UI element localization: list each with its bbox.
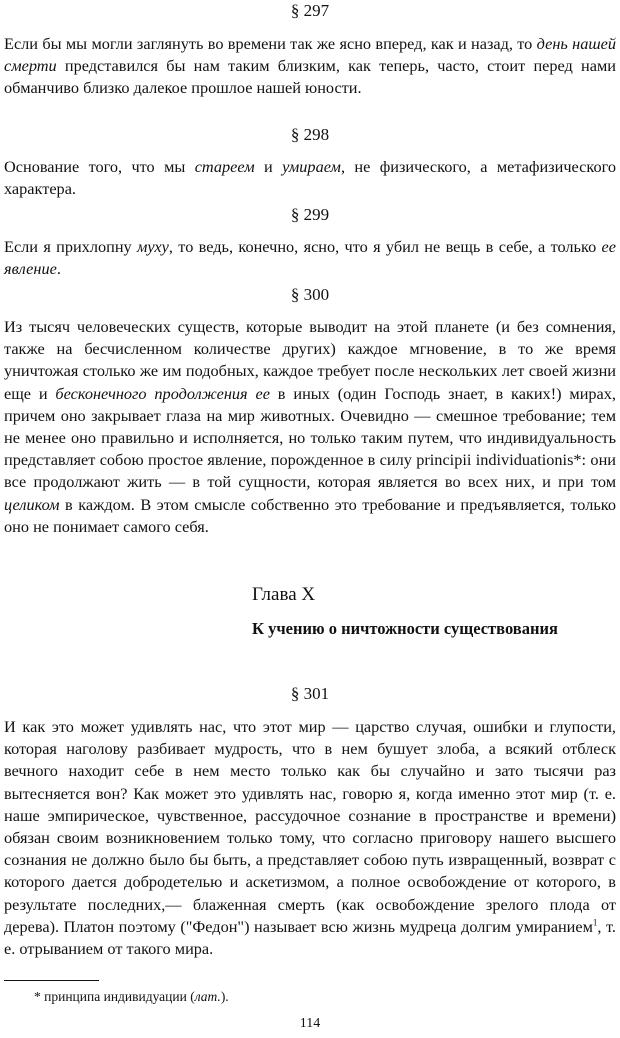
chapter-title: Глава X xyxy=(252,584,316,605)
footnote-divider xyxy=(4,980,99,981)
footnote-ref: 1 xyxy=(592,917,598,928)
section-heading-299: § 299 xyxy=(290,205,330,224)
paragraph-301: И как это может удивлять нас, что этот мир — царство случая, ошибки и глупости, которая наголову разбивает мудрость, что в нем бушует злоба, а всякий отблеск вечного находит себе в нем место только как бы случайно и зато тысячи раз вытесняется вон? Как может это удивлять нас, говорю я, когда именно этот мир (т. е. наше эмпирическое, чувственное, рассудочное сознание в пространстве и времени) обязан своим возникновением только тому, что согласно приговору нашего высшего сознания не должно было бы быть, а представляет собою путь извращенный, возврат с которого дается добродетелью и аскетизмом, а полное освобождение от которого, в результате последних,— блаженная смерть (как освобождение зрелого плода от дерева). Платон поэтому ("Федон") называет всю жизнь мудреца долгим умиранием$^1$, т. е. отрыванием от такого мира. xyxy=(4,717,616,959)
section-heading-297: § 297 xyxy=(290,1,330,20)
section-heading-301: § 301 xyxy=(290,684,330,703)
footnote: * принципа индивидуации (лат.). xyxy=(34,989,229,1004)
section-heading-298: § 298 xyxy=(290,125,330,144)
paragraph-297: Если бы мы могли заглянуть во времени так же ясно вперед, как и назад, то день нашей смерти представился бы нам таким близким, как теперь, часто, стоит перед нами обманчиво близко далекое прошлое нашей юности. xyxy=(4,34,617,98)
page-number: 114 xyxy=(299,1016,321,1031)
paragraph-298: Основание того, что мы стареем и умираем, не физического, а метафизического характера. xyxy=(4,157,616,199)
chapter-subtitle: К учению о ничтожности существования xyxy=(252,619,558,638)
paragraph-300: Из тысяч человеческих существ, которые выводит на этой планете (и без сомнения, также на бесчисленном количестве других) каждое мгновение, в то же время уничтожая столько же им подобных, каждое требует после нескольких лет своей жизни еще и бесконечного продолжения ее в иных (один Господь знает, в каких!) мирах, причем оно закрывает глаза на мир животных. Очевидно — смешное требование; тем не менее оно правильно и исполняется, но только таким путем, что индивидуальность представляет собою простое явление, порожденное в силу principii individuationis*: они все продолжают жить — в той сущности, которая является во всех них, и при том целиком в каждом. В этом смысле собственно это требование и предъявляется, только оно не понимает самого себя. xyxy=(4,317,616,536)
paragraph-299: Если я прихлопну муху, то ведь, конечно, ясно, что я убил не вещь в себе, а только ее явление. xyxy=(4,237,616,279)
section-heading-300: § 300 xyxy=(290,285,330,304)
